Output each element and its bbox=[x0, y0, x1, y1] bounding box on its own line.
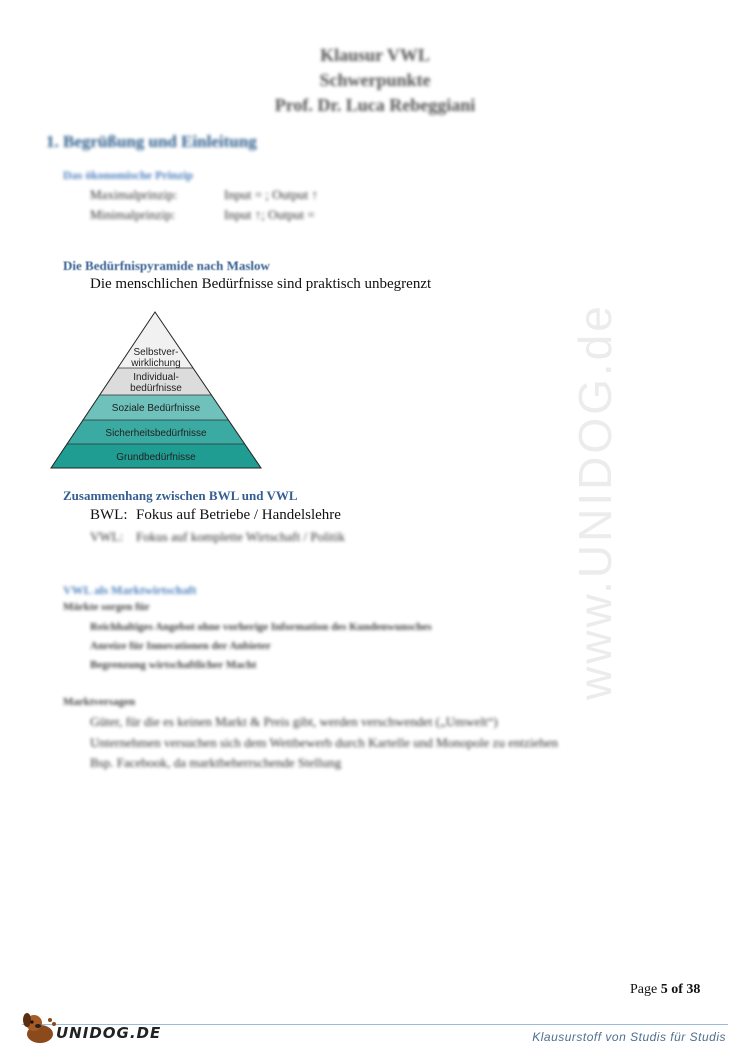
vwl-label: VWL: bbox=[90, 529, 124, 544]
pyramid-label-2a: Individual- bbox=[133, 372, 179, 383]
maslow-text: Die menschlichen Bedürfnisse sind praktisch unbegrenzt bbox=[90, 276, 432, 292]
page-of: of bbox=[671, 982, 683, 997]
vwl-value: Fokus auf komplette Wirtschaft / Politik bbox=[136, 529, 346, 544]
principle-row-1-label: Maximalprinzip: bbox=[90, 187, 178, 202]
principle-row-2-label: Minimalprinzip: bbox=[90, 207, 176, 222]
market-heading: VWL als Marktwirtschaft bbox=[63, 583, 197, 597]
principle-row-2-value: Input ↑; Output = bbox=[224, 207, 315, 222]
market-sub-2: Marktversagen bbox=[63, 696, 136, 708]
failure-item-3: Bsp. Facebook, da marktbeherrschende Stellung bbox=[90, 755, 342, 770]
header-line-3: Prof. Dr. Luca Rebeggiani bbox=[274, 95, 476, 115]
failure-item-1: Güter, für die es keinen Markt & Preis gibt, werden verschwendet („Umwelt“) bbox=[90, 714, 498, 729]
page-total: 38 bbox=[686, 982, 701, 997]
bwl-value: Fokus auf Betriebe / Handelslehre bbox=[136, 507, 341, 523]
header-line-2: Schwerpunkte bbox=[319, 70, 431, 90]
pyramid-label-3: Soziale Bedürfnisse bbox=[111, 403, 201, 414]
pyramid-label-1b: wirklichung bbox=[131, 358, 181, 369]
market-sub-1: Märkte sorgen für bbox=[63, 601, 150, 613]
market-item-1: Reichhaltiges Angebot ohne vorherige Information des Kundenwunsches bbox=[90, 621, 432, 633]
failure-item-2: Unternehmen versuchen sich dem Wettbewerb durch Kartelle und Monopole zu entziehen bbox=[90, 735, 558, 750]
page-number bbox=[630, 982, 700, 998]
maslow-pyramid bbox=[48, 310, 264, 470]
header-line-1: Klausur VWL bbox=[320, 45, 430, 65]
pyramid-label-1a: Selbstver- bbox=[133, 347, 179, 358]
logo-text: UNIDOG.DE bbox=[56, 1024, 162, 1042]
principle-heading: Das ökonomische Prinzip bbox=[63, 168, 194, 182]
pyramid-label-5: Grundbedürfnisse bbox=[116, 452, 196, 463]
pyramid-label-4: Sicherheitsbedürfnisse bbox=[105, 428, 207, 439]
page-prefix: Page bbox=[630, 982, 658, 997]
section-heading: 1. Begrüßung und Einleitung bbox=[46, 132, 257, 151]
principle-row-1-value: Input = ; Output ↑ bbox=[224, 187, 318, 202]
bwl-label: BWL: bbox=[90, 507, 128, 523]
market-item-2: Anreize für Innovationen der Anbieter bbox=[90, 640, 271, 652]
dog-logo-icon bbox=[20, 1010, 58, 1046]
watermark: www.UNIDOG.de bbox=[569, 303, 621, 700]
page-current: 5 bbox=[660, 982, 668, 997]
footer-tagline: Klausurstoff von Studis für Studis bbox=[532, 1030, 726, 1044]
bwl-vwl-heading: Zusammenhang zwischen BWL und VWL bbox=[63, 488, 298, 503]
maslow-heading: Die Bedürfnispyramide nach Maslow bbox=[63, 258, 270, 273]
market-item-3: Begrenzung wirtschaftlicher Macht bbox=[90, 659, 257, 671]
pyramid-label-2b: bedürfnisse bbox=[130, 383, 182, 394]
